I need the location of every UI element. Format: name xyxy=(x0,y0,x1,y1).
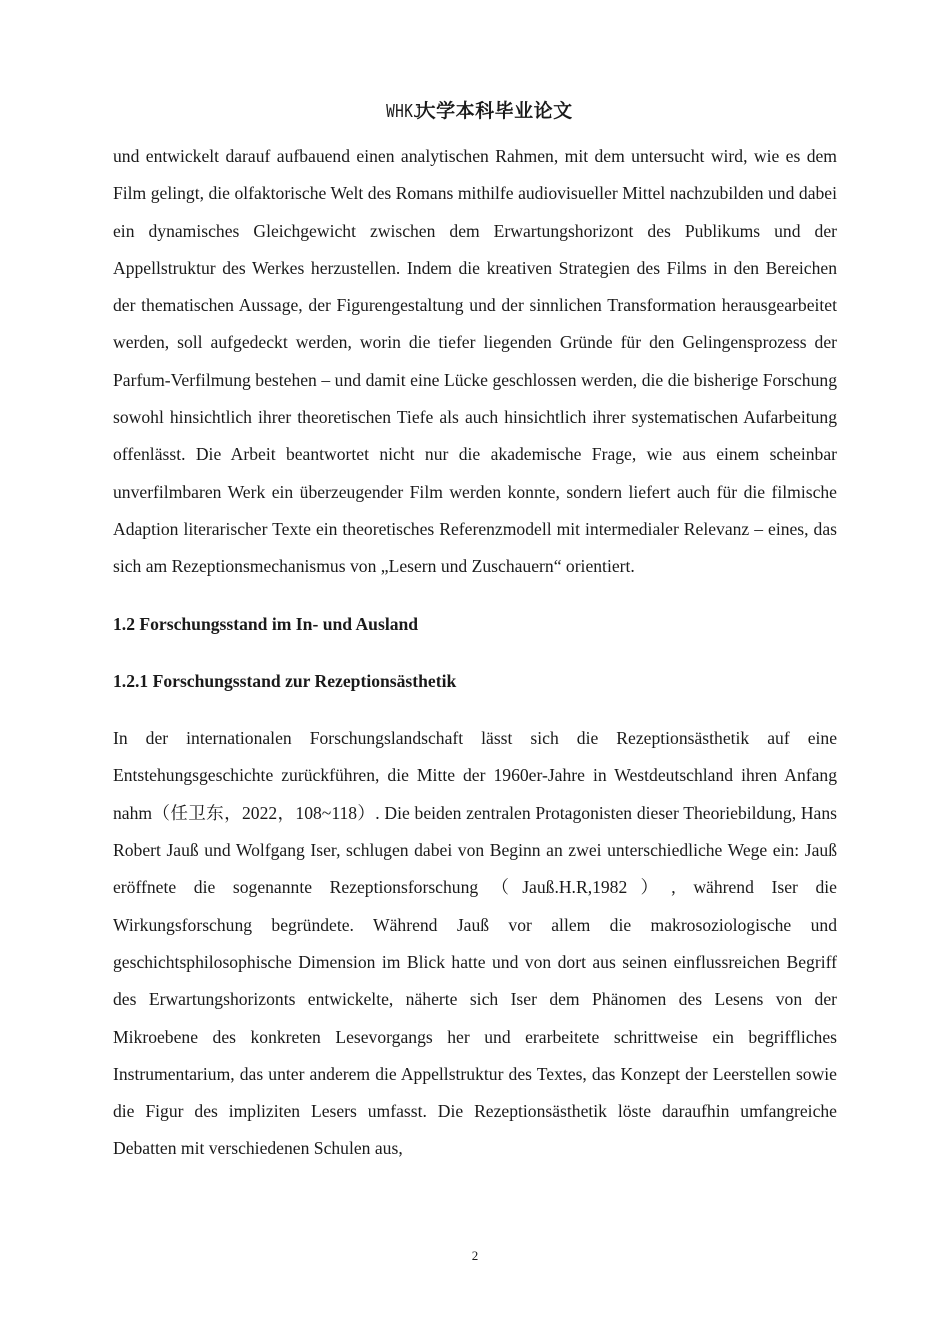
page-body xyxy=(113,138,837,1168)
body-paragraph-2: In der internationalen Forschungslandschaft lässt sich die Rezeptionsästhetik auf eine Entstehungsgeschichte zurückführen, die Mitte der 1960er-Jahre in Westdeutschland ihren Anfang nahm（任卫东，2022，108~118）. Die beiden zentralen Protagonisten dieser Theoriebildung, Hans Robert Jauß und Wolfgang Iser, schlugen dabei von Beginn an zwei unterschiedliche Wege ein: Jauß eröffnete die sogenannte Rezeptionsforschung（Jauß.H.R,1982）, während Iser die Wirkungsforschung begründete. Während Jauß vor allem die makrosoziologische und geschichtsphilosophische Dimension im Blick hatte und von dort aus seinen einflussreichen Begriff des Erwartungshorizonts entwickelte, näherte sich Iser dem Phänomen des Lesens von der Mikroebene des konkreten Lesevorgangs her und erarbeitete schrittweise ein begriffliches Instrumentarium, das unter anderem die Appellstruktur des Textes, das Konzept der Leerstellen sowie die Figur des impliziten Lesers umfasst. Die Rezeptionsästhetik löste daraufhin umfangreiche Debatten mit verschiedenen Schulen aus, xyxy=(113,728,837,1159)
body-paragraph-1: und entwickelt darauf aufbauend einen analytischen Rahmen, mit dem untersucht wird, wie es dem Film gelingt, die olfaktorische Welt des Romans mithilfe audiovisueller Mittel nachzubilden und dabei ein dynamisches Gleichgewicht zwischen dem Erwartungshorizont des Publikums und der Appellstruktur des Werkes herzustellen. Indem die kreativen Strategien des Films in den Bereichen der thematischen Aussage, der Figurengestaltung und der sinnlichen Transformation herausgearbeitet werden, soll aufgedeckt werden, worin die tiefer liegenden Gründe für den Gelingensprozess der Parfum-Verfilmung bestehen – und damit eine Lücke geschlossen werden, die die bisherige Forschung sowohl hinsichtlich ihrer theoretischen Tiefe als auch hinsichtlich ihrer systematischen Aufarbeitung offenlässt. Die Arbeit beantwortet nicht nur die akademische Frage, wie aus einem scheinbar unverfilmbaren Werk ein überzeugender Film werden konnte, sondern liefert auch für die filmische Adaption literarischer Texte ein theoretisches Referenzmodell mit intermedialer Relevanz – eines, das sich am Rezeptionsmechanismus von „Lesern und Zuschauern“ orientiert. xyxy=(113,146,837,577)
header-institution-code: WHKJ xyxy=(386,101,423,122)
subsection-heading-1-2-1: 1.2.1 Forschungsstand zur Rezeptionsästhetik xyxy=(113,670,457,691)
running-header xyxy=(0,96,950,123)
section-heading-1-2: 1.2 Forschungsstand im In- und Ausland xyxy=(113,613,419,634)
page-number: 2 xyxy=(471,1248,479,1263)
header-thesis-title: 大学本科毕业论文 xyxy=(416,100,573,122)
